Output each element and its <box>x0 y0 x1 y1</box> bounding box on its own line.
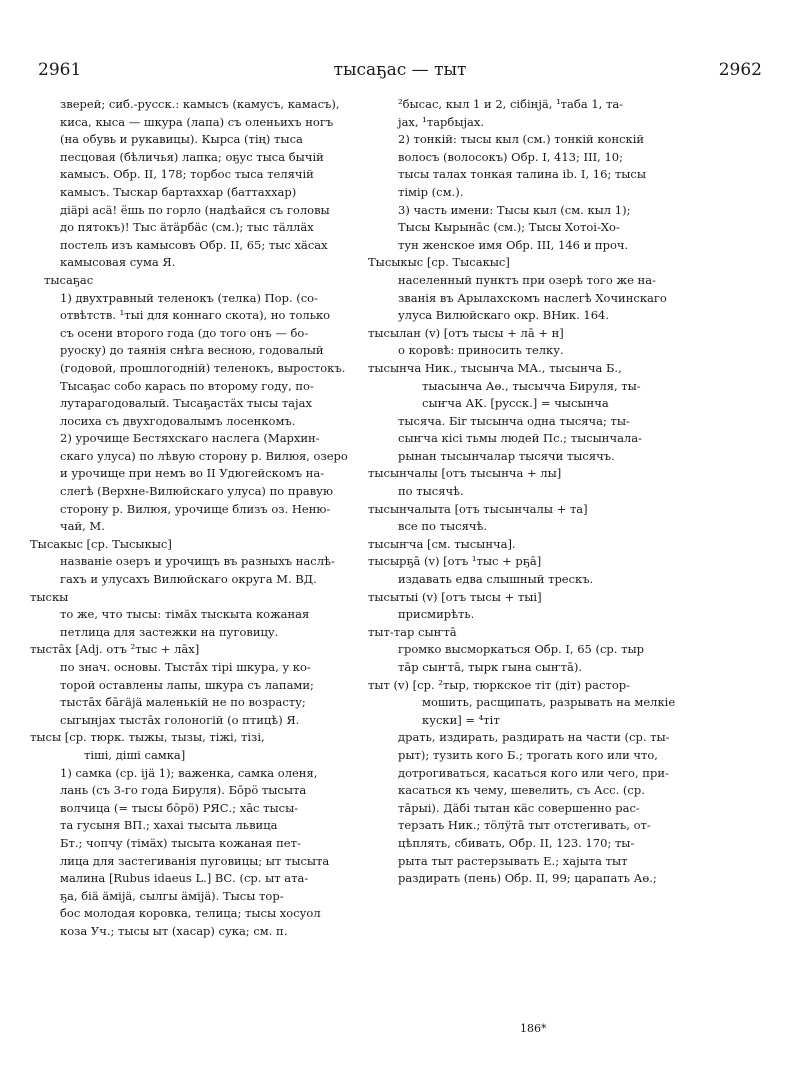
text-line: тімір (см.). <box>398 184 464 199</box>
text-line: jах, ¹тарбыjах. <box>398 114 485 129</box>
text-line: улуса Вилюйскаго окр. ВНик. 164. <box>398 308 610 323</box>
signature-mark: 186* <box>520 1022 547 1035</box>
left-page-number: 2961 <box>38 60 82 80</box>
text-line: и урочище при немъ во II Удюгейскомъ на- <box>60 466 325 481</box>
text-line: торой оставлены лапы, шкура съ лапами; <box>60 677 314 692</box>
text-line: тысы [ср. тюрк. тыжы, тызы, тіжі, тізі, <box>30 730 265 745</box>
text-line: камысъ. Тыскар бартаххар (баттаххар) <box>60 184 297 199</box>
text-line: тысяча. Біr тысынча одна тысяча; ты- <box>398 413 630 428</box>
right-column <box>368 96 764 1028</box>
text-line: волосъ (волосокъ) Обр. I, 413; III, 10; <box>398 149 623 164</box>
text-line: сыҥча АК. [русск.] = чысынча <box>422 396 609 411</box>
text-line: 2) урочище Бестяхскаго наслега (Мархин- <box>60 431 320 446</box>
text-line: тысаҕас <box>44 272 94 287</box>
text-line: издавать едва слышный трескъ. <box>398 572 594 587</box>
text-line: по тысячѣ. <box>398 484 464 499</box>
text-line: Тысакыс [ср. Тысыкыс] <box>30 536 172 551</box>
text-line: 3) часть имени: Тысы кыл (см. кыл 1); <box>398 202 631 217</box>
text-line: 2) тонкій: тысы кыл (см.) тонкій конскій <box>398 132 645 147</box>
text-line: съ осени второго года (до того онъ — бо- <box>60 325 309 340</box>
text-line: дотрогиваться, касаться кого или чего, при- <box>398 765 669 780</box>
right-page-number: 2962 <box>718 60 762 80</box>
text-line: ҕа, біä äмijä, сылгы äмijä). Тысы тор- <box>60 888 284 903</box>
text-line: тысынчалы [отъ тысынча + лы] <box>368 466 562 481</box>
text-line: тысытыі (v) [отъ тысы + тыі] <box>368 589 542 604</box>
text-line: лица для застегиванія пуговицы; ыт тысыта <box>60 853 330 868</box>
text-line: слегѣ (Верхне-Вилюйскаго улуса) по правую <box>60 484 333 499</box>
text-line: тыт-тар сыҥтā <box>368 624 457 639</box>
text-line: (годовой, прошлогодній) теленокъ, выростокъ. <box>60 360 346 375</box>
text-line: 1) самка (ср. іjä 1); важенка, самка оленя, <box>60 765 318 780</box>
text-line: скаго улуса) по лѣвую сторону р. Вилюя, озеро <box>60 448 348 463</box>
text-line: тун женское имя Обр. III, 146 и проч. <box>398 237 629 252</box>
text-line: сторону р. Вилюя, урочище близъ оз. Неню- <box>60 501 331 516</box>
text-line: бос молодая коровка, телица; тысы хосуол <box>60 906 321 921</box>
text-line: Тысаҕас собо карась по второму году, по- <box>60 378 314 393</box>
text-line: тіші, діші самка] <box>84 747 186 762</box>
text-line: терзать Ник.; тӧлӱтā тыт отстегивать, от- <box>398 818 651 833</box>
text-line: ²бысас, кыл 1 и 2, сібінjä, ¹таба 1, та- <box>398 97 624 111</box>
text-line: то же, что тысы: тімäх тыскыта кожаная <box>60 607 310 622</box>
text-line: камысъ. Обр. II, 178; торбос тыса телячій <box>60 167 314 182</box>
text-line: коза Уч.; тысы ыт (хасар) сука; см. п. <box>60 923 288 938</box>
text-line: о коровѣ: приносить телку. <box>398 343 564 358</box>
text-line: тысынча Ник., тысынча МА., тысынча Б., <box>368 360 622 375</box>
text-line: зверей; сиб.-русск.: камысъ (камусъ, камасъ), <box>60 97 340 111</box>
text-line: отвѣтств. ¹тыі для коннаго скота), но только <box>60 308 331 323</box>
text-line: руоску) до таянія снѣга весною, годовалый <box>60 343 324 358</box>
text-line: по знач. основы. Тыстāх тірі шкура, у ко- <box>60 660 311 674</box>
text-line: до пятокъ)! Тыс äтäрбäс (см.); тыс тäллäх <box>60 220 314 235</box>
text-line: драть, издирать, раздирать на части (ср. ты- <box>398 730 670 745</box>
text-line: тысы талах тонкая талина ib. I, 16; тысы <box>398 167 647 182</box>
text-line: рынан тысынчалар тысячи тысячъ. <box>398 448 615 463</box>
left-column <box>30 96 354 1028</box>
text-line: постель изъ камысовъ Обр. II, 65; тыс хäсах <box>60 237 328 252</box>
text-line: названіе озеръ и урочищъ въ разныхъ наслѣ- <box>60 554 335 569</box>
text-line: песцовая (бѣличья) лапка; оҕус тыса бычій <box>60 149 324 164</box>
text-line: громко высморкаться Обр. I, 65 (ср. тыр <box>398 642 644 657</box>
text-line: камысовая сума Я. <box>60 255 176 270</box>
text-line: тāр сыҥтā, тырк гына сыҥтā). <box>398 660 582 674</box>
text-line: цѣплять, сбивать, Обр. II, 123. 170; ты- <box>398 835 635 850</box>
text-line: Тысы Кырынāс (см.); Тысы Хотоі-Хо- <box>398 220 620 235</box>
text-line: (на обувь и рукавицы). Кырса (тің) тыса <box>60 132 303 147</box>
text-line: Бт.; чопчу (тімäх) тысыта кожаная пет- <box>60 835 301 850</box>
text-line: тыт (v) [ср. ²тыр, тюркское тіт (діт) растор- <box>368 677 630 692</box>
running-header <box>0 60 800 84</box>
header-title: тысаҕас — тыт <box>333 60 467 80</box>
text-line: присмирѣть. <box>398 607 475 622</box>
text-line: малина [Rubus idaeus L.] ВС. (ср. ыт ата- <box>60 871 309 886</box>
text-line: населенный пунктъ при озерѣ того же на- <box>398 272 656 287</box>
text-line: тысырҕā (v) [отъ ¹тыс + рҕā] <box>368 554 542 569</box>
text-line: мошить, расщипать, разрывать на мелкіе <box>422 695 676 710</box>
text-line: все по тысячѣ. <box>398 519 488 534</box>
text-line: званія въ Арылахскомъ наслегѣ Хочинскаго <box>398 290 667 305</box>
text-line: рыт); тузить кого Б.; трогать кого или что, <box>398 747 658 762</box>
text-line: рыта тыт растерзывать Е.; хаjыта тыт <box>398 853 628 868</box>
text-line: тыстāх [Adj. отъ ²тыс + лāх] <box>30 642 200 657</box>
text-line: раздирать (пень) Обр. II, 99; царапать Аө.; <box>398 871 657 886</box>
text-line: чай, М. <box>60 519 105 534</box>
text-line: гахъ и улусахъ Вилюйскаго округа М. ВД. <box>60 572 317 587</box>
text-line: та гусыня ВП.; хахаі тысыта львица <box>60 818 278 833</box>
text-line: касаться къ чему, шевелить, съ Асс. (ср. <box>398 783 645 798</box>
text-line: тысынчалыта [отъ тысынчалы + та] <box>368 501 588 516</box>
text-line: тыскы <box>30 589 69 604</box>
text-line: куски] = ⁴тіт <box>422 712 500 727</box>
text-line: тāрыі). Дäбі тытан кäс совершенно рас- <box>398 800 640 815</box>
text-line: петлица для застежки на пуговицу. <box>60 624 279 639</box>
text-line: діäрі асä! ёшь по горло (надѣайся съ головы <box>60 202 330 217</box>
text-line: сыгынjах тыстāх голоногій (о птицѣ) Я. <box>60 712 300 727</box>
text-line: лутарагодовалый. Тысаҕастäх тысы таjах <box>60 396 312 411</box>
text-line: тыстāх бāгäjä маленькій не по возрасту; <box>60 695 306 710</box>
text-line: Тысыкыс [ср. Тысакыс] <box>368 255 510 270</box>
text-line: киса, кыса — шкура (лапа) съ оленьихъ ногъ <box>60 114 334 129</box>
text-line: тысыҥча [см. тысынча]. <box>368 536 516 551</box>
text-line: тысылан (v) [отъ тысы + лā + н] <box>368 325 564 340</box>
text-line: тыасынча Аө., тысычча Бируля, ты- <box>422 378 641 393</box>
text-line: волчица (= тысы бōрӧ) РЯС.; хāс тысы- <box>60 800 299 815</box>
text-line: лань (съ 3-го года Бируля). Бōрӧ тысыта <box>60 783 307 798</box>
text-line: сыҥча кісі тьмы людей Пс.; тысынчала- <box>398 431 642 446</box>
text-line: 1) двухтравный теленокъ (телка) Пор. (со- <box>60 290 318 305</box>
text-line: лосиха съ двухгодовалымъ лосенкомъ. <box>60 413 296 428</box>
